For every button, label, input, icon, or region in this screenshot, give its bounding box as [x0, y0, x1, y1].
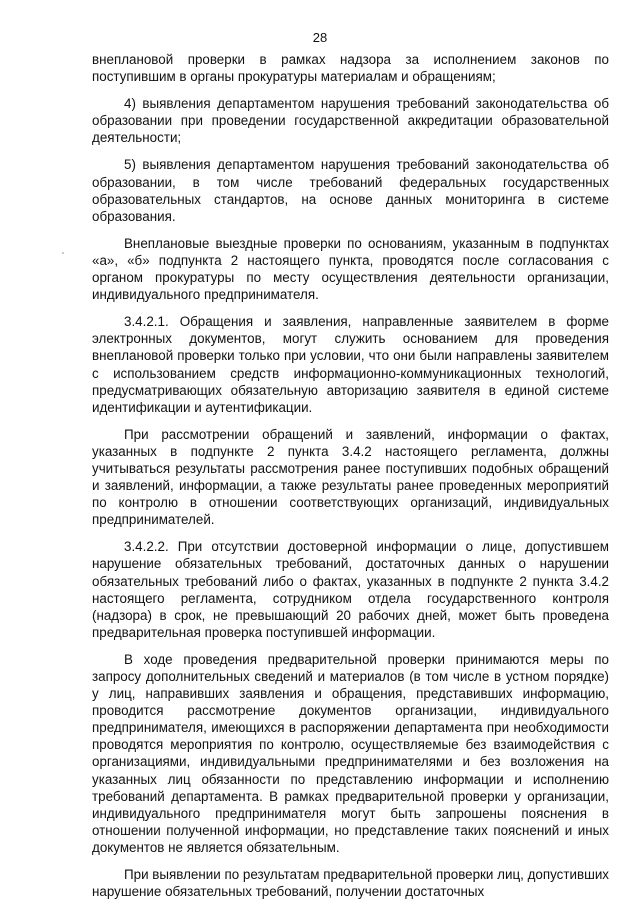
paragraph-consideration: При рассмотрении обращений и заявлений, информации о фактах, указанных в подпункте 2 пункта 3.4.2 настоящего регламента, должны учитываться результаты рассмотрения ранее поступивших подобных обращений и заявлений, информации, а также результаты ранее проведенных мероприятий по контролю в отношении соответствующих организаций, индивидуальных предпринимателей. [92, 426, 609, 528]
paragraph-item-4: 4) выявления департаментом нарушения требований законодательства об образовании при проведении государственной аккредитации образовательной деятельности; [92, 96, 609, 146]
paragraph-3-4-2-2: 3.4.2.2. При отсутствии достоверной информации о лице, допустившем нарушение обязательных требований, достаточных данных о нарушении обязательных требований либо о фактах, указанных в подпункте 2 пункта 3.4.2 настоящего регламента, сотрудником отдела государственного контроля (надзора) в срок, не превышающий 20 рабочих дней, может быть проведена предварительная проверка поступившей информации. [92, 539, 609, 640]
paragraph-continuation: внеплановой проверки в рамках надзора за исполнением законов по поступившим в органы прокуратуры материалам и обращениям; [92, 52, 609, 85]
scan-speck [62, 252, 64, 254]
paragraph-results: При выявлении по результатам предварительной проверки лиц, допустивших нарушение обязательных требований, получении достаточных [92, 867, 609, 900]
paragraph-item-5: 5) выявления департаментом нарушения требований законодательства об образовании, в том числе требований федеральных государственных образовательных стандартов, на основе данных мониторинга в системе образования. [92, 157, 609, 224]
document-body [92, 51, 609, 910]
paragraph-unscheduled-inspections: Внеплановые выездные проверки по основаниям, указанным в подпунктах «а», «б» подпункта 2 настоящего пункта, проводятся после согласования с органом прокуратуры по месту осуществления деятельности организации, индивидуального предпринимателя. [92, 235, 609, 303]
paragraph-3-4-2-1: 3.4.2.1. Обращения и заявления, направленные заявителем в форме электронных документов, могут служить основанием для проведения внеплановой проверки только при условии, что они были направлены заявителем с использованием средств информационно-коммуникационных технологий, предусматривающих обязательную авторизацию заявителя в единой системе идентификации и аутентификации. [92, 314, 609, 415]
page-number: 28 [312, 30, 328, 45]
paragraph-preliminary-check: В ходе проведения предварительной проверки принимаются меры по запросу дополнительных сведений и материалов (в том числе в устном порядке) у лиц, направивших заявления и обращения, представивших информацию, проводится рассмотрение документов организации, индивидуального предпринимателя, имеющихся в распоряжении департамента при необходимости проводятся мероприятия по контролю, осуществляемые без взаимодействия с организациями, индивидуальными предпринимателями и без возложения на указанных лиц обязанности по представлению информации и исполнению требований департамента. В рамках предварительной проверки у организации, индивидуального предпринимателя могут быть запрошены пояснения в отношении полученной информации, но представление таких пояснений и иных документов не является обязательным. [92, 651, 609, 855]
